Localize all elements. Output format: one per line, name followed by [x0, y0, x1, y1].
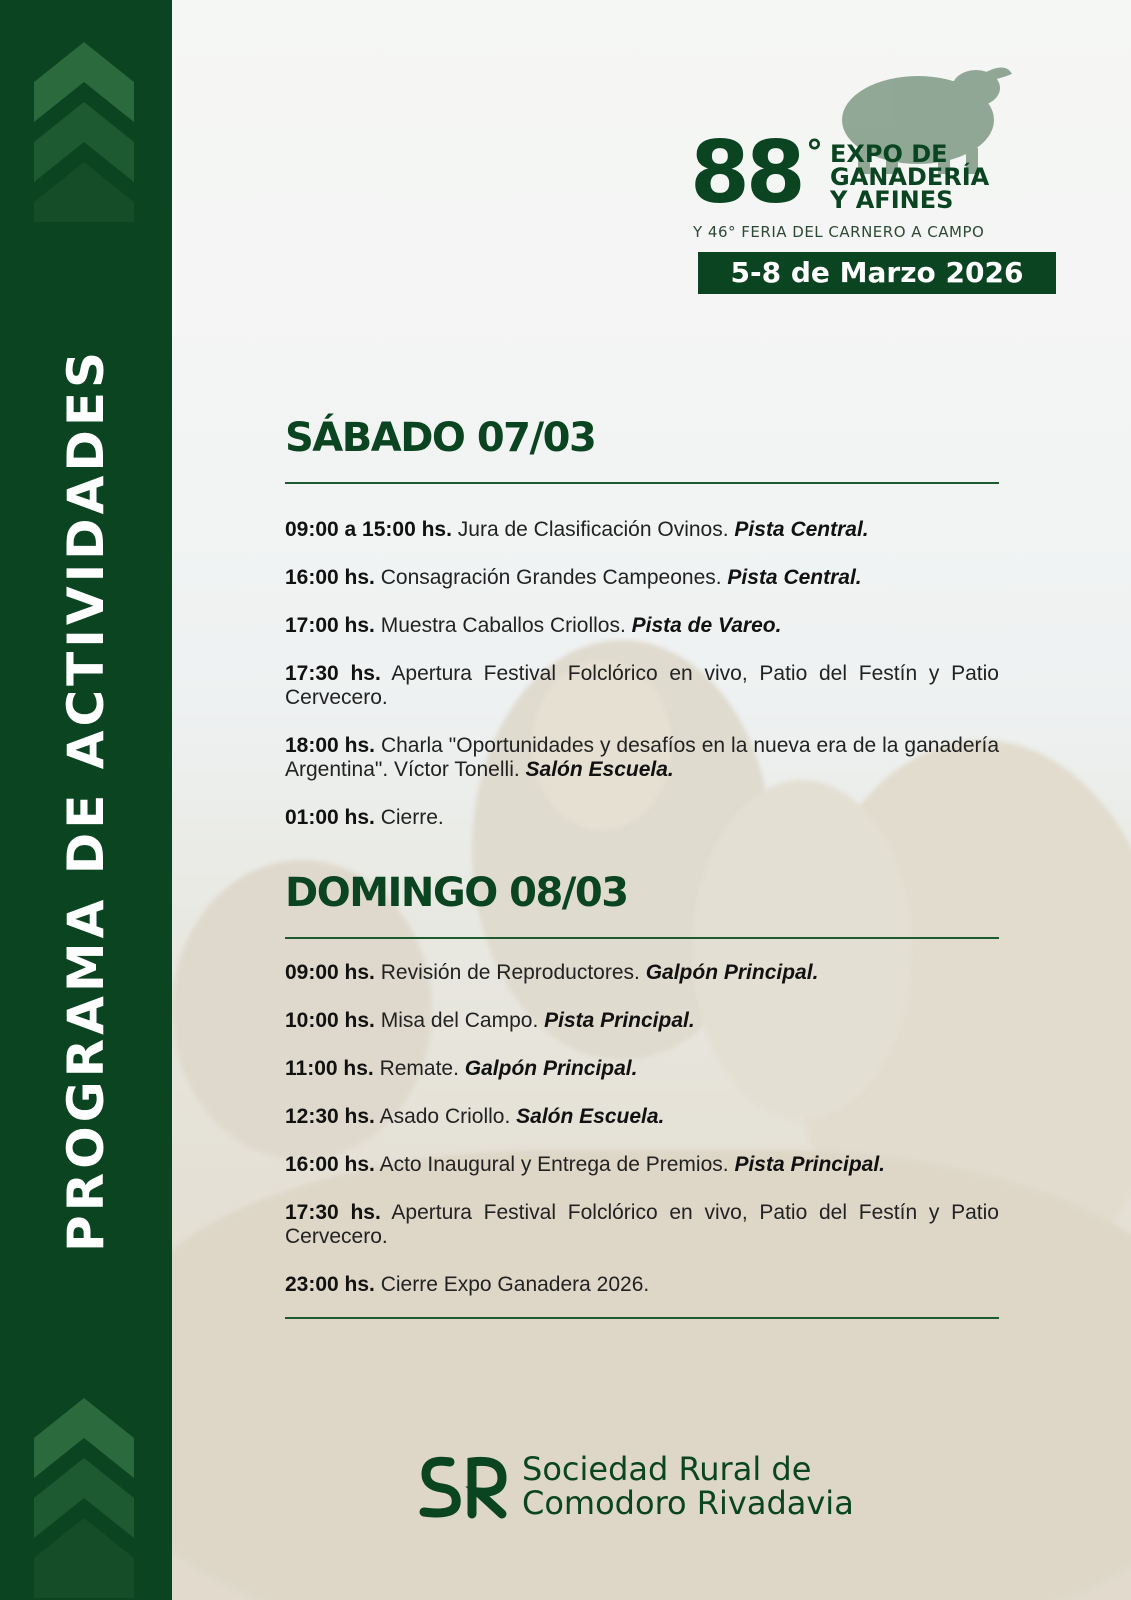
event-place: Galpón Principal. — [464, 1057, 638, 1080]
organization-name — [522, 1452, 854, 1520]
event-name — [830, 140, 990, 214]
event-item — [285, 961, 999, 985]
event-time: 12:30 hs. — [285, 1105, 375, 1128]
event-desc: Apertura Festival Folclórico en vivo, Patio del Festín y Patio Cervecero. — [285, 1201, 999, 1248]
chevron-up-icon — [34, 1398, 134, 1598]
event-time: 18:00 hs. — [285, 734, 376, 757]
event-dates: 5-8 de Marzo 2026 — [698, 252, 1056, 294]
event-item — [285, 1057, 999, 1081]
event-desc: Apertura Festival Folclórico en vivo, Patio del Festín y Patio Cervecero. — [285, 662, 999, 709]
event-time: 17:30 hs. — [285, 1201, 381, 1224]
event-number: 88 — [690, 123, 802, 223]
event-name-line: Y AFINES — [830, 186, 954, 214]
day-title: DOMINGO 08/03 — [285, 870, 628, 916]
event-time: 11:00 hs. — [285, 1057, 374, 1080]
divider — [285, 482, 999, 484]
organization-name-line: Comodoro Rivadavia — [522, 1484, 854, 1522]
event-desc: Remate. — [373, 1057, 465, 1080]
event-name-line: EXPO DE — [830, 140, 948, 168]
sidebar-title: PROGRAMA DE ACTIVIDADES — [57, 347, 115, 1253]
event-list — [285, 961, 999, 1297]
event-item — [285, 1273, 999, 1297]
event-desc: Cierre. — [374, 806, 444, 829]
day-section-sunday — [285, 870, 999, 1319]
day-section-saturday — [285, 415, 1000, 830]
event-item — [285, 614, 999, 638]
event-item — [285, 1153, 999, 1177]
divider — [285, 1317, 999, 1319]
event-item — [285, 806, 999, 830]
event-desc: Misa del Campo. — [374, 1009, 545, 1032]
day-title: SÁBADO 07/03 — [285, 415, 596, 461]
event-time: 16:00 hs. — [285, 1153, 375, 1176]
event-time: 01:00 hs. — [285, 806, 375, 829]
event-place: Salón Escuela. — [525, 758, 674, 781]
event-item — [285, 1201, 999, 1249]
event-desc: Cierre Expo Ganadera 2026. — [374, 1273, 650, 1296]
event-place: Pista Central. — [734, 518, 869, 541]
event-desc: Jura de Clasificación Ovinos. — [451, 518, 735, 541]
event-desc: Charla "Oportunidades y desafíos en la nueva era de la ganadería Argentina". Víctor Tonelli. — [285, 734, 1000, 781]
event-subtitle: Y 46° FERIA DEL CARNERO A CAMPO — [693, 223, 985, 241]
event-item — [285, 662, 999, 710]
event-desc: Asado Criollo. — [374, 1105, 517, 1128]
event-time: 23:00 hs. — [285, 1273, 375, 1296]
event-time: 16:00 hs. — [285, 566, 375, 589]
event-time: 17:00 hs. — [285, 614, 375, 637]
event-time: 10:00 hs. — [285, 1009, 375, 1032]
event-list — [285, 518, 999, 830]
event-degree: ° — [806, 133, 823, 173]
event-place: Salón Escuela. — [516, 1105, 665, 1128]
event-item — [285, 734, 999, 782]
sr-logo-icon — [416, 1452, 512, 1522]
event-item — [285, 1105, 999, 1129]
event-desc: Consagración Grandes Campeones. — [374, 566, 728, 589]
event-time: 09:00 hs. — [285, 961, 375, 984]
event-desc: Acto Inaugural y Entrega de Premios. — [374, 1153, 735, 1176]
event-place: Pista Principal. — [544, 1009, 695, 1032]
event-place: Pista Central. — [727, 566, 862, 589]
event-item — [285, 566, 999, 590]
event-place: Pista Principal. — [734, 1153, 885, 1176]
divider — [285, 937, 999, 939]
event-desc: Revisión de Reproductores. — [374, 961, 646, 984]
event-time: 09:00 a 15:00 hs. — [285, 518, 452, 541]
event-place: Pista de Vareo. — [631, 614, 782, 637]
event-name-line: GANADERÍA — [830, 163, 990, 191]
event-time: 17:30 hs. — [285, 662, 381, 685]
event-place: Galpón Principal. — [645, 961, 819, 984]
chevron-up-icon — [34, 42, 134, 222]
event-item — [285, 1009, 999, 1033]
event-item — [285, 518, 999, 542]
organization-name-line: Sociedad Rural de — [522, 1450, 812, 1488]
event-desc: Muestra Caballos Criollos. — [374, 614, 632, 637]
sidebar — [0, 0, 172, 1600]
